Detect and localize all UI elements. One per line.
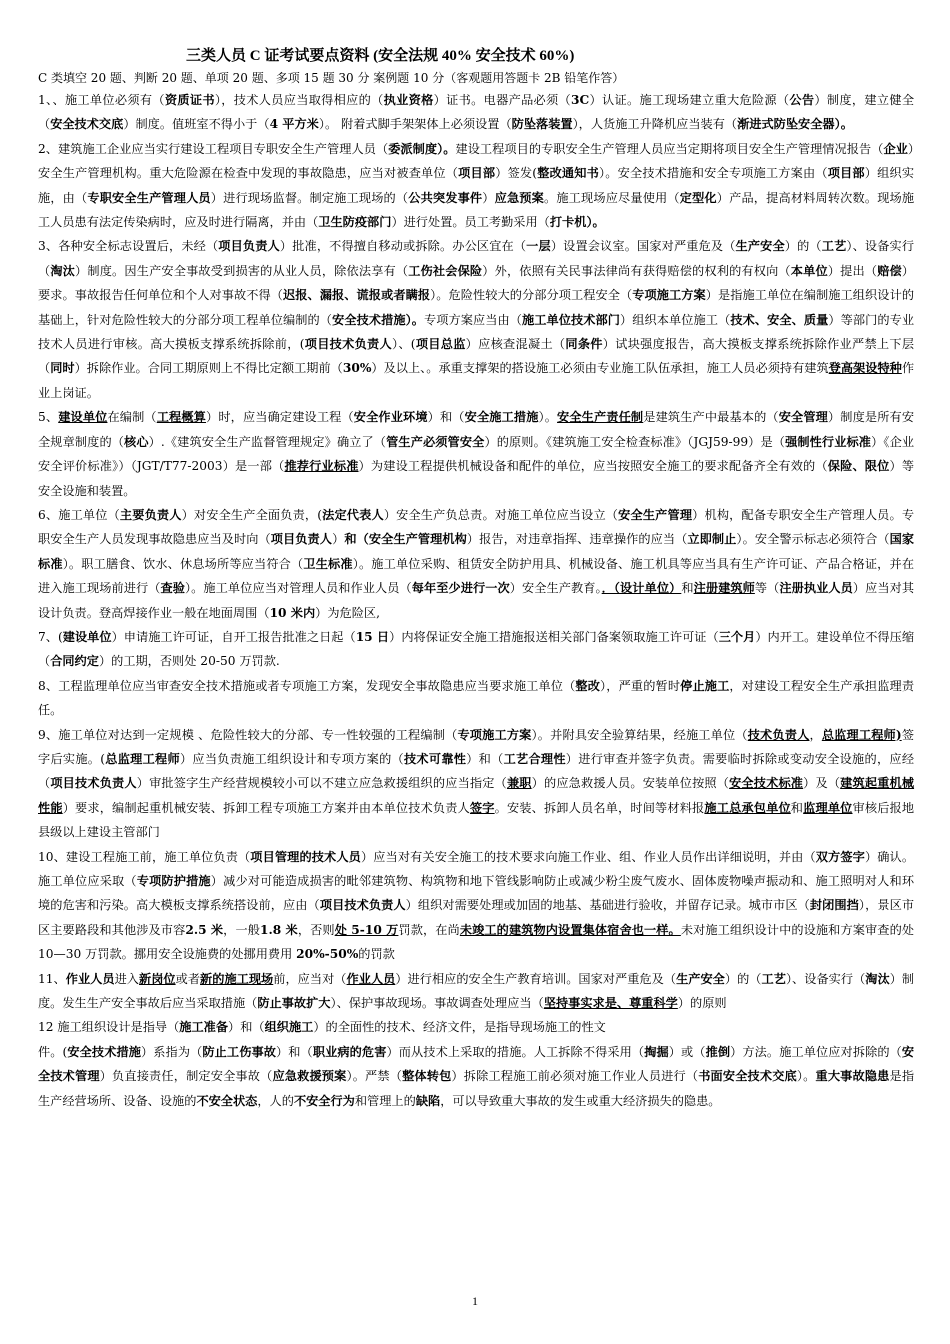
text-run: ）为建设工程提供机械设备和配件的单位，应当按照安全施工的要求配备齐全有效的（ [358, 459, 828, 474]
text-run: ）等安全设施和装置。 [38, 459, 915, 498]
key-term: 整改通知书 [537, 166, 599, 181]
key-term: 组织施工 [264, 1020, 314, 1035]
text-run: 是建筑生产中最基本的（ [643, 410, 779, 425]
text-run: 签字后实施。( [38, 727, 915, 766]
key-term: 项目负责人 [218, 239, 280, 254]
key-term: 法定代表人 [322, 507, 384, 522]
key-term: 资质证书 [164, 93, 215, 107]
key-term: 企业 [883, 141, 908, 156]
text-run: ）要求。事故报告任何单位和个人对事故不得（ [38, 263, 915, 303]
text-run: 和管理上的 [354, 1093, 416, 1108]
text-run: ） [482, 190, 495, 205]
key-term: 防坠落装置 [511, 117, 573, 132]
key-term: 停止施工 [680, 678, 730, 693]
text-run: 前，应当对（ [273, 971, 347, 986]
key-term: 国家标准 [38, 532, 915, 571]
key-term: 30% [342, 361, 372, 376]
text-run: ）和（ [427, 410, 465, 425]
paragraph-3 [38, 234, 914, 405]
key-term: 安全技术措施 [67, 1044, 142, 1059]
key-term: 应急救援预案 [272, 1069, 347, 1084]
text-run: ）组织实施，由（ [38, 166, 915, 205]
text-run: ）。 [796, 1069, 816, 1084]
key-term: 公共突发事件 [408, 190, 483, 205]
text-run: 和 [790, 800, 804, 815]
text-run: ）应核查混凝土（ [465, 337, 566, 352]
key-term-underlined: 技术负责人 [747, 727, 810, 742]
key-term-underlined: 监理单位 [803, 800, 853, 815]
key-term-underlined: 安全技术标准 [729, 776, 804, 791]
text-run: ）拆除工程施工前必须对施工作业人员进行（ [451, 1069, 699, 1084]
key-term: 本单位 [790, 263, 828, 278]
text-run: ）的（ [784, 239, 822, 254]
key-term-underlined: 注册建筑师 [693, 581, 755, 596]
text-run: 7、( [38, 629, 63, 644]
key-term: 合同约定 [50, 654, 99, 669]
text-run: ）等部门的专业技术人员进行审核。高大摸板支撑系统拆除前，( [38, 312, 915, 352]
paragraph-5 [38, 503, 914, 625]
key-term: 项目总监 [415, 337, 466, 352]
text-run: ）而从技术上采取的措施。人工拆除不得采用（ [386, 1044, 645, 1059]
text-run: ）制度。发生生产安全事故后应当采取措施（ [38, 971, 915, 1011]
key-term-underlined: 工程概算 [156, 410, 206, 425]
text-run: ）。并附具安全验算结果，经施工单位（ [531, 727, 748, 742]
text-run: 或者 [175, 971, 201, 986]
key-term: 不安全行为 [293, 1093, 355, 1108]
key-term: 整体转包 [402, 1069, 452, 1084]
key-term: 保险、限位 [827, 459, 890, 474]
key-term: 项目部 [458, 166, 496, 181]
key-term: 重大事故隐患 [815, 1069, 890, 1084]
key-term: 管生产必须管安全 [386, 434, 485, 449]
text-run: ）制度。值班室不得小于（ [123, 117, 270, 132]
text-run: ）为危险区, [315, 605, 380, 620]
text-run: ），景区市区主要路段和其他涉及市容 [38, 898, 915, 937]
page-number: 1 [472, 1294, 478, 1308]
text-run: ）制度，建立健全（ [38, 93, 915, 132]
text-run: ）的原则。《建筑施工安全检查标准》（JGJ59-99）是（ [484, 434, 786, 449]
key-term-underlined: 新岗位 [138, 971, 176, 986]
text-run: ，人的 [257, 1093, 294, 1108]
text-run: 罚款，在尚 [398, 922, 460, 937]
text-run: 6、施工单位（ [38, 507, 120, 522]
key-term: 项目管理的技术人员 [250, 849, 361, 864]
key-term: 20%-50% [296, 947, 359, 962]
key-term-underlined: 兼职 [506, 776, 532, 791]
text-run: ），严重的暂时 [600, 678, 681, 693]
text-run: ）内开工。建设单位不得压缩（ [38, 629, 915, 669]
text-run: 和 [681, 581, 694, 596]
text-run: 8、工程监理单位应当审查安全技术措施或者专项施工方案，发现安全事故隐患应当要求施工单位（ [38, 678, 576, 693]
key-term: 安全技术管理 [38, 1044, 915, 1084]
text-run: ）时，应当确定建设工程（ [206, 410, 354, 425]
key-term: 工艺 [761, 971, 786, 986]
text-run: 12 施工组织设计是指导（ [38, 1020, 180, 1035]
paragraph-2 [38, 137, 914, 235]
text-run: ）或（ [668, 1044, 706, 1059]
text-run: ）报告，对违章指挥、违章操作的应当（ [466, 532, 688, 547]
document-page [38, 44, 914, 1113]
text-run: 。安装、拆卸人员名单，时间等材料报 [494, 800, 705, 815]
key-term: ）。 [405, 312, 424, 327]
text-run: 在编制（ [107, 410, 157, 425]
document-body [38, 88, 914, 1113]
text-run: ）设置会议室。国家对严重危及（ [550, 239, 736, 254]
key-term: 掏掘 [644, 1044, 669, 1059]
text-run: ）《企业安全评价标准》）（JGT/T77-2003）是一部（ [38, 434, 915, 474]
text-run: 进入 [114, 971, 139, 986]
text-run: ，对建设工程安全生产承担监理责任。 [38, 678, 915, 718]
key-term: 定型化 [679, 190, 717, 205]
text-run: 审核后报地县级以上建设主管部门 [38, 800, 915, 840]
text-run: ），人货施工升降机应当装有（ [572, 117, 738, 132]
key-term-underlined: 施工总承包单位 [704, 800, 791, 815]
paragraph-6 [38, 625, 914, 674]
key-term: ）。 [834, 117, 853, 132]
key-term: 核心 [124, 434, 149, 449]
text-run: ）安全生产教育。 [509, 581, 602, 596]
key-term: 项目负责人 [270, 532, 333, 547]
document-title: 三类人员 C 证考试要点资料 (安全法规 40% 安全技术 60%) [186, 48, 575, 64]
key-term-underlined: 建筑起重机械性能 [38, 776, 915, 815]
key-term-underlined: 签字 [469, 800, 495, 815]
key-term: 生产安全 [676, 971, 725, 986]
key-term: 应急预案 [494, 190, 544, 205]
paragraph-12 [38, 1040, 914, 1113]
key-term: 职业病的危害 [312, 1044, 387, 1059]
paragraph-7 [38, 674, 914, 723]
key-term-underlined: 处 5-10 万 [334, 922, 399, 937]
key-term: 查验 [160, 581, 186, 596]
text-run: ）。严禁（ [346, 1069, 403, 1084]
key-term: 三个月 [718, 629, 756, 644]
text-run: 5、 [38, 410, 59, 425]
text-run: ）安全生产负总责。对施工单位应当设立（ [383, 507, 619, 522]
key-term: 卫生标准 [303, 556, 353, 571]
text-run: ）外，依照有关民事法律尚有获得赔偿的权利的有权向（ [482, 263, 791, 278]
key-term-underlined: 安全生产责任制 [557, 410, 644, 425]
text-run: ）。 [538, 410, 558, 425]
paragraph-9 [38, 845, 914, 967]
paragraph-8 [38, 723, 914, 845]
key-term-underlined: 总监理工程师) [821, 727, 902, 742]
key-term: 不安全状态 [196, 1093, 258, 1108]
paragraph-4 [38, 405, 914, 503]
key-term: 委派制度 [388, 141, 438, 156]
text-run: ）及（ [803, 776, 841, 791]
text-run: 3、各种安全标志设置后，未经（ [38, 239, 219, 254]
key-term: ）。 [437, 141, 456, 156]
text-run: ）应当负责施工组织设计和专项方案的（ [179, 751, 404, 766]
key-term: 施工准备 [179, 1020, 229, 1035]
text-run: ）对安全生产全面负责，( [181, 507, 322, 522]
key-term: 项目技术负责人 [50, 776, 137, 791]
text-run: ）和（ [276, 1044, 313, 1059]
text-run: ）的原则 [677, 996, 727, 1011]
text-run: ）系指为（ [141, 1044, 203, 1059]
key-term: 缺陷 [415, 1093, 441, 1108]
key-term: 工艺 [821, 239, 847, 254]
key-term: 双方签字 [815, 849, 865, 864]
key-term: 工伤社会保险 [408, 263, 483, 278]
text-run: 建设工程项目的专职安全生产管理人员应当定期将项目安全生产管理情况报告（ [455, 141, 884, 156]
key-term: 1.8 米 [260, 922, 298, 937]
key-term-underlined: 推荐行业标准 [284, 459, 359, 474]
text-run: ）试块强度报告，高大摸板支撑系统拆除作业严禁上下层（ [38, 337, 915, 376]
key-term: 总监理工程师 [105, 751, 180, 766]
text-run: ）安全生产管理机构。重大危险源在检查中发现的事故隐患，应当对被查单位（ [38, 141, 915, 181]
key-term: 防止工伤事故 [202, 1044, 277, 1059]
text-run: ）应当对其设计负责。登高焊接作业一般在地面周围（ [38, 581, 915, 620]
text-run: ）签发( [495, 166, 538, 181]
key-term: 一层 [526, 239, 551, 254]
key-term: 同条件 [565, 337, 603, 352]
key-term: 安全施工措施 [464, 410, 539, 425]
key-term: 技术、安全、质量 [730, 312, 829, 327]
key-term: 立即制止 [687, 532, 737, 547]
key-term-underlined: 坚持事实求是、尊重科学 [543, 996, 678, 1011]
key-term: 打卡机 [549, 215, 587, 230]
text-run: ）应当对有关安全施工的技术要求向施工作业、组、作业人员作出详细说明，并由（ [360, 849, 816, 864]
key-term: 专职安全生产管理人员 [87, 190, 211, 205]
key-term: 整改 [575, 678, 601, 693]
key-term-underlined: ．（设计单位） [601, 581, 682, 596]
key-term: 作业人员 [65, 971, 115, 986]
text-run: ）的应急救援人员。安装单位按照（ [531, 776, 730, 791]
paragraph-10 [38, 967, 914, 1016]
text-run: ）确认。施工单位应采取（ [38, 849, 915, 888]
key-term: 安全生产管理 [618, 507, 693, 522]
text-run: 是指生产经营场所、设备、设施的 [38, 1069, 915, 1108]
text-run: ）减少对可能造成损害的毗邻建筑物、构筑物和地下管线影响防止或减少粉尘废气废水、固体废物噪声振动和、施工照明对人和环境的危害和污染。高大模板支撑系统搭设前，应由（ [38, 874, 915, 913]
text-run: ，一般 [223, 922, 261, 937]
key-term: 防止事故扩大 [257, 996, 331, 1011]
text-run: ）。 附着式脚手架架体上必须设置（ [318, 117, 512, 132]
text-run: ）、设备实行（ [38, 239, 915, 278]
key-term: 项目技术负责人 [304, 337, 392, 352]
text-run: ）和（ [228, 1020, 265, 1035]
key-term: 专项防护措施 [136, 874, 211, 888]
key-term: 建设单位 [62, 629, 112, 644]
key-term: 15 日 [355, 629, 390, 644]
text-run: 9、施工单位对达到一定规模 、危险性较大的分部、专一性较强的工程编制（ [38, 727, 458, 742]
key-term-underlined: 登高架设特种 [828, 361, 902, 376]
text-run: ）制度是所有安全规章制度的（ [38, 410, 915, 449]
key-term: 和（安全生产管理机构 [344, 532, 467, 547]
key-term: 同时 [50, 361, 75, 376]
text-run: ）。职工膳食、饮水、休息场所等应当符合（ [62, 556, 304, 571]
text-run: 2、建筑施工企业应当实行建设工程项目专职安全生产管理人员（ [38, 141, 389, 156]
text-run: ）。施工单位应当对管理人员和作业人员（ [185, 581, 412, 596]
text-run: 的罚款 [358, 947, 395, 962]
text-run: ）证书。电器产品必须（ [433, 93, 572, 107]
key-term: 4 平方米 [269, 117, 319, 132]
text-run: ， [809, 727, 822, 742]
key-term: 安全作业环境 [353, 410, 428, 425]
key-term-underlined: 未竣工的建筑物内设置集体宿舍也一样。 [459, 922, 681, 937]
key-term: 推倒 [705, 1044, 731, 1059]
paragraph-1 [38, 88, 914, 137]
paragraph-11 [38, 1015, 914, 1039]
text-run: ）提出（ [827, 263, 878, 278]
key-term: 3C [571, 93, 590, 107]
key-term: 迟报、漏报、谎报或者瞒报 [283, 288, 431, 303]
key-term: 淘汰 [865, 971, 890, 986]
text-run: ，可以导致重大事故的发生或重大经济损失的隐患。 [440, 1093, 721, 1108]
exam-format-line: C 类填空 20 题、判断 20 题、单项 20 题、多项 15 题 30 分 案例题 10 分（客观题用答题卡 2B 铅笔作答） [38, 71, 625, 85]
text-run: ）组织对需要处理或加固的地基、基础进行验收，并留存记录。城市市区（ [405, 898, 810, 913]
text-run: ）机构，配备专职安全生产管理人员。专职安全生产人员发现事故隐患应当及时向（ [38, 507, 915, 547]
key-term-underlined: 新的施工现场 [200, 971, 274, 986]
key-term: 项目部 [827, 166, 865, 181]
key-term: 技术可靠性 [403, 751, 467, 766]
text-run: ）的（ [724, 971, 762, 986]
text-run: ）进行现场监督。制定施工现场的（ [210, 190, 409, 205]
key-term: 强制性行业标准 [785, 434, 872, 449]
key-term: 安全管理 [778, 410, 828, 425]
text-run: ）审批签字生产经营规模较小可以不建立应急救援组织的应当指定（ [136, 776, 507, 791]
text-run: ）进行相应的安全生产教育培训。国家对严重危及（ [395, 971, 677, 986]
text-run: ） [332, 532, 345, 547]
key-term: 执业资格 [383, 93, 434, 107]
key-term: 主要负责人 [119, 507, 182, 522]
key-term-underlined: 建设单位 [58, 410, 108, 425]
text-run: ）、设备实行（ [785, 971, 866, 986]
key-term: ）。 [586, 215, 605, 230]
key-term: 注册执业人员 [779, 581, 853, 596]
text-run: ）的工期，否则处 20-50 万罚款. [98, 654, 280, 669]
key-term-underlined: 作业人员 [346, 971, 396, 986]
text-run: 等（ [754, 581, 780, 596]
text-run: ）的全面性的技术、经济文件，是指导现场施工的性文 [313, 1020, 606, 1035]
text-run: ）是指施工单位在编制施工组织设计的基础上，针对危险性较大的分部分项工程单位编制的（ [38, 288, 915, 327]
text-run: ）认证。施工现场建立重大危险源（ [589, 93, 790, 107]
text-run: ）内将保证安全施工措施报送相关部门备案领取施工许可证（ [389, 629, 719, 644]
text-run: ，否则 [297, 922, 335, 937]
text-run: ）负直接责任，制定安全事故（ [99, 1069, 273, 1084]
key-term: 赔偿 [877, 263, 902, 278]
text-run: ）、( [391, 337, 416, 352]
text-run: 件。( [38, 1044, 68, 1059]
key-term: 施工单位技术部门 [522, 312, 621, 327]
text-run: ）。安全技术措施和安全专项施工方案由（ [599, 166, 828, 181]
key-term: 安全技术措施 [332, 312, 406, 327]
text-run: ）。安全警示标志必须符合（ [736, 532, 890, 547]
text-run: ）产品，提高材料周转次数。现场施工人员患有法定传染病时，应及时进行隔离，并由（ [38, 190, 915, 230]
key-term: 书面安全技术交底 [698, 1069, 797, 1084]
text-run: ）批准，不得擅自移动或拆除。办公区宜在（ [279, 239, 527, 254]
text-run: ）。危险性较大的分部分项工程安全（ [430, 288, 633, 303]
text-run: ）组织本单位施工（ [620, 312, 731, 327]
key-term: 专项施工方案 [632, 288, 706, 303]
key-term: 公告 [789, 93, 815, 107]
text-run: 10、建设工程施工前，施工单位负责（ [38, 849, 251, 864]
text-run: 。施工现场应尽量使用（ [544, 190, 680, 205]
key-term: 渐进式防坠安全器 [737, 117, 835, 132]
text-run: 未对施工组织设计中的设施和方案审查的处 10—30 万罚款。挪用安全设施费的处挪用费用 [38, 922, 915, 962]
key-term: 淘汰 [50, 263, 76, 278]
text-run: 1、、施工单位必须有（ [38, 93, 165, 107]
text-run: ），技术人员应当取得相应的（ [214, 93, 384, 107]
text-run: 11、 [38, 971, 66, 986]
key-term: 工艺合理性 [503, 751, 566, 766]
text-run: ）及以上、。承重支撑架的搭设施工必须由专业施工队伍承担，施工人员必须持有建筑 [371, 361, 829, 376]
text-run: ）.《建筑安全生产监督管理规定》确立了（ [148, 434, 387, 449]
text-run: ）、保护事故现场。事故调查处理应当（ [330, 996, 544, 1011]
text-run: ）申请施工许可证，自开工报告批准之日起（ [111, 629, 356, 644]
key-term: 封闭围挡 [809, 898, 859, 913]
text-run: ）进行处置。员工考勤采用（ [391, 215, 550, 230]
text-run: ）要求，编制起重机械安装、拆卸工程专项施工方案并由本单位技术负责人 [62, 800, 470, 815]
text-run: ）方法。施工单位应对拆除的（ [730, 1044, 902, 1059]
key-term: 专项施工方案 [457, 727, 532, 742]
key-term: 10 米内 [269, 605, 316, 620]
text-run: 专项方案应当由（ [423, 312, 523, 327]
key-term: 卫生防疫部门 [318, 215, 392, 230]
key-term: 安全技术交底 [50, 117, 124, 132]
key-term: 项目技术负责人 [319, 898, 406, 913]
text-run: ）进行审查并签字负责。需要临时拆除或变动安全设施的，应经（ [38, 751, 915, 791]
key-term: 生产安全 [735, 239, 785, 254]
text-run: ）拆除作业。合同工期原则上不得比定额工期前（ [74, 361, 343, 376]
text-run: 作业上岗证。 [38, 361, 915, 400]
key-term: 2.5 米 [185, 922, 224, 937]
key-term: 每年至少进行一次 [411, 581, 510, 596]
text-run: ）。施工单位采购、租赁安全防护用具、机械设备、施工机具等应当具有生产许可证、产品合格证，并在进入施工现场前进行（ [38, 556, 915, 596]
text-run: ）制度。因生产安全事故受到损害的从业人员，除依法享有（ [75, 263, 409, 278]
text-run: ）和（ [466, 751, 504, 766]
